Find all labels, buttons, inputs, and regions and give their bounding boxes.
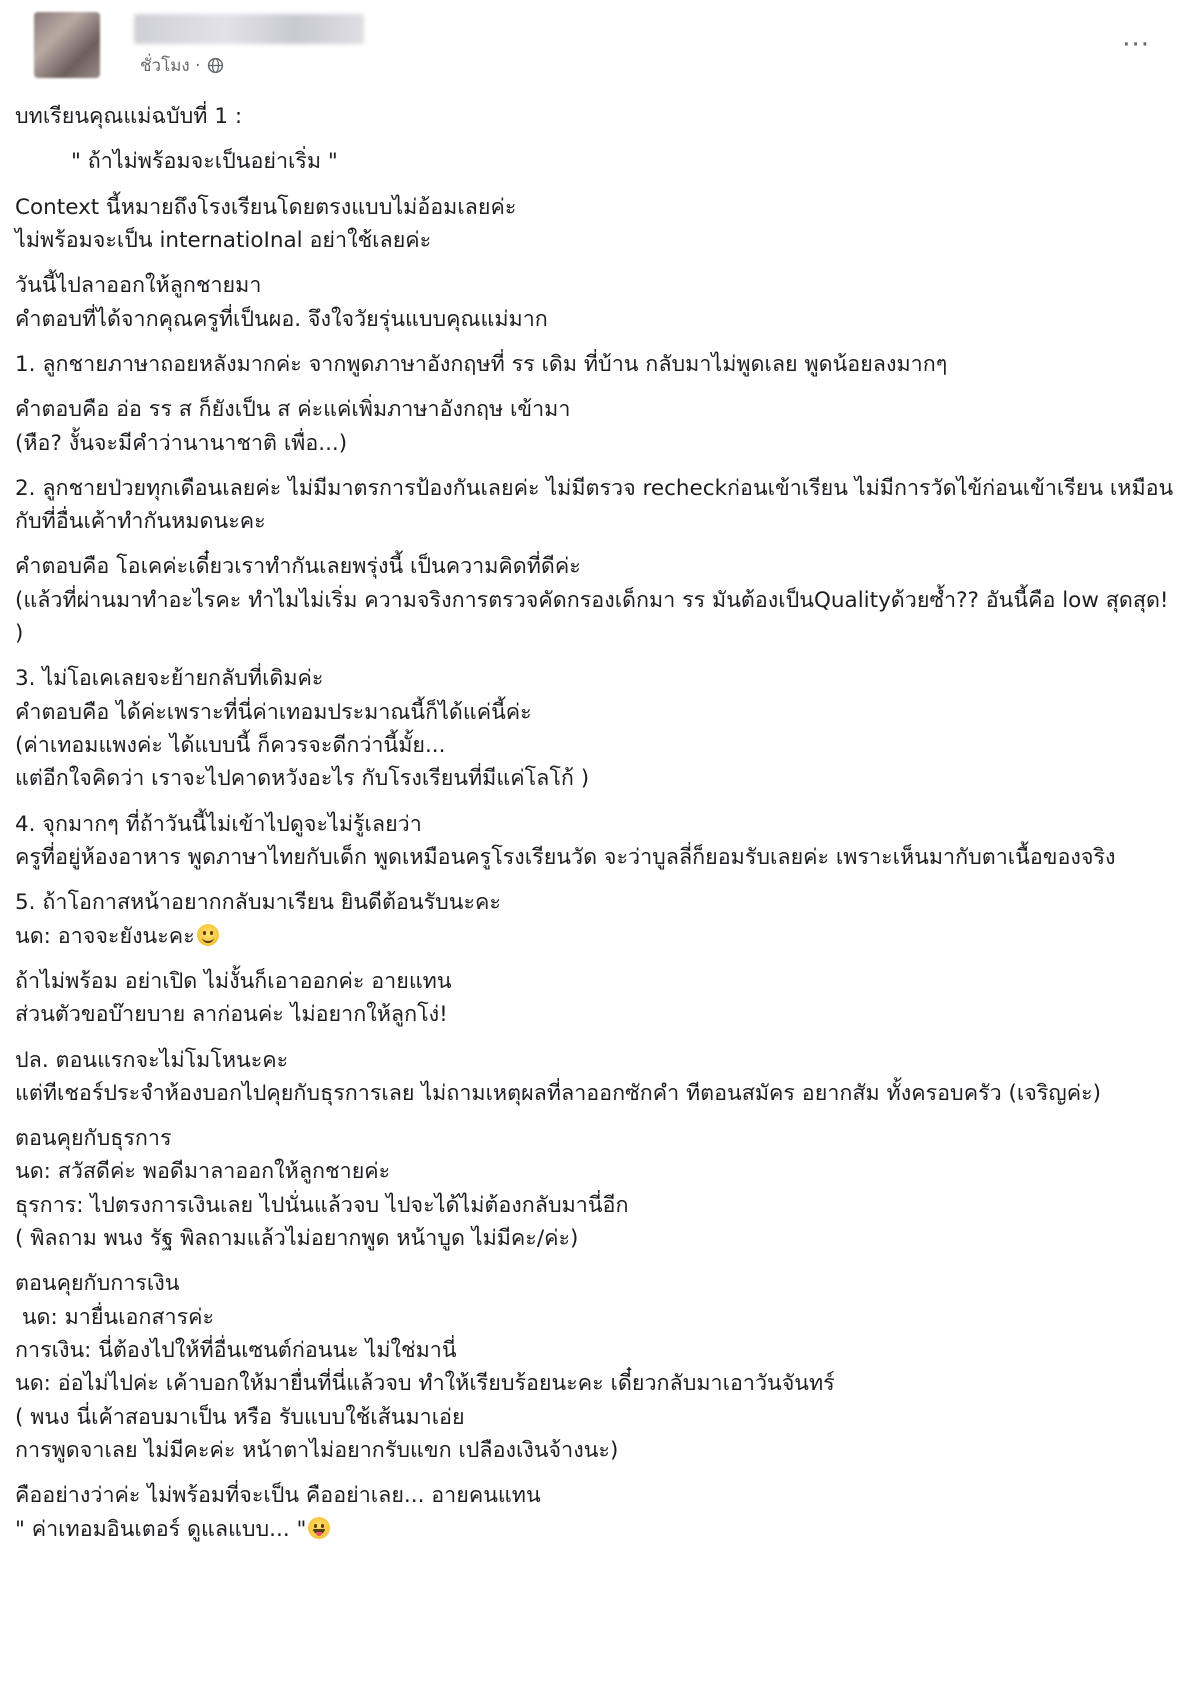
- post-paragraph: [15, 100, 1182, 133]
- post-text-line: บทเรียนคุณแม่ฉบับที่ 1 :: [15, 104, 243, 129]
- post-text-line: การพูดจาเลย ไม่มีคะค่ะ หน้าตาไม่อยากรับแขก เปลืองเงินจ้างนะ): [15, 1437, 619, 1463]
- post-text-line: ตอนคุยกับธุรการ: [15, 1126, 172, 1152]
- post-text-line: นด: อาจจะยังนะคะ: [15, 920, 1182, 953]
- post-text-line: แต่ทีเชอร์ประจำห้องบอกไปคุยกับธุรการเลย ไม่ถามเหตุผลที่ลาออกซักคำ ทีตอนสมัคร อยากสัม ทั้งครอบครัว (เจริญค่ะ): [15, 1080, 1102, 1106]
- post-text-line: 1. ลูกชายภาษาถอยหลังมากค่ะ จากพูดภาษาอังกฤษที่ รร เดิม ที่บ้าน กลับมาไม่พูดเลย พูดน้อยลงมากๆ: [15, 351, 948, 377]
- smile-emoji-icon: [197, 924, 219, 946]
- post-text-line: คืออย่างว่าค่ะ ไม่พร้อมที่จะเป็น คืออย่าเลย... อายคนแทน: [15, 1483, 541, 1509]
- post-time[interactable]: ชั่วโมง ·: [140, 56, 201, 76]
- post-text-line: " ถ้าไม่พร้อมจะเป็นอย่าเริ่ม ": [71, 149, 338, 175]
- post-paragraph: [15, 1267, 1182, 1467]
- post-paragraph: [15, 145, 1182, 178]
- globe-icon: [207, 57, 224, 74]
- post-paragraph: [15, 191, 1182, 258]
- post-text-line: ถ้าไม่พร้อม อย่าเปิด ไม่งั้นก็เอาออกค่ะ อายแทน: [15, 968, 452, 994]
- post-text-line: แต่อีกใจคิดว่า เราจะไปคาดหวังอะไร กับโรงเรียนที่มีแค่โลโก้ ): [15, 766, 590, 792]
- post-meta: [140, 52, 224, 79]
- post-text-line: (แล้วที่ผ่านมาทำอะไรคะ ทำไมไม่เริ่ม ความจริงการตรวจคัดกรองเด็กมา รร มันต้องเป็นQualityด้วยซ้ำ?? อันนี้คือ low สุดสุด! ): [15, 587, 1176, 647]
- post-paragraph: [15, 965, 1182, 1032]
- post-text-line: 2. ลูกชายป่วยทุกเดือนเลยค่ะ ไม่มีมาตรการป้องกันเลยค่ะ ไม่มีตรวจ recheckก่อนเข้าเรียน ไม่มีการวัดไข้ก่อนเข้าเรียน เหมือนกับที่อื่นเค้าทำกันหมดนะคะ: [15, 475, 1174, 535]
- avatar[interactable]: [34, 12, 100, 78]
- post-text-line: คำตอบคือ โอเคค่ะเดี๋ยวเราทำกันเลยพรุ่งนี้ เป็นความคิดที่ดีค่ะ: [15, 554, 581, 580]
- post-header: [22, 0, 1178, 92]
- post-text-line: นด: อ่อไม่ไปค่ะ เค้าบอกให้มายื่นที่นี่แล้วจบ ทำให้เรียบร้อยนะคะ เดี๋ยวกลับมาเอาวันจันทร์: [15, 1371, 835, 1397]
- post-text-line: 5. ถ้าโอกาสหน้าอยากกลับมาเรียน ยินดีต้อนรับนะคะ: [15, 890, 501, 916]
- post-text-line: ไม่พร้อมจะเป็น internatioInal อย่าใช้เลยค่ะ: [15, 227, 432, 253]
- post-text-line: นด: สวัสดีค่ะ พอดีมาลาออกให้ลูกชายค่ะ: [15, 1159, 391, 1185]
- post-text-line: Context นี้หมายถึงโรงเรียนโดยตรงแบบไม่อ้อมเลยค่ะ: [15, 194, 517, 220]
- post-text-line: คำตอบคือ ได้ค่ะเพราะที่นี่ค่าเทอมประมาณนี้ก็ได้แค่นี้ค่ะ: [15, 699, 532, 725]
- post-paragraph: [15, 348, 1182, 381]
- tongue-emoji-icon: [308, 1517, 330, 1539]
- post-text-line: การเงิน: นี่ต้องไปให้ที่อื่นเซนต์ก่อนนะ ไม่ใช่มานี่: [15, 1338, 457, 1363]
- post-paragraph: [15, 886, 1182, 953]
- post-paragraph: [15, 393, 1182, 460]
- post-text-line: คำตอบคือ อ่อ รร ส ก็ยังเป็น ส ค่ะแค่เพิ่มภาษาอังกฤษ เข้ามา: [15, 397, 571, 423]
- post-paragraph: [15, 808, 1182, 875]
- post-text-line: 4. จุกมากๆ ที่ถ้าวันนี้ไม่เข้าไปดูจะไม่รู้เลยว่า: [15, 811, 422, 837]
- post-text-line: ส่วนตัวขอบ๊ายบาย ลาก่อนค่ะ ไม่อยากให้ลูกโง่!: [15, 1002, 448, 1028]
- post-paragraph: [15, 1479, 1182, 1546]
- post-paragraph: [15, 550, 1182, 650]
- post-text-line: ครูที่อยู่ห้องอาหาร พูดภาษาไทยกับเด็ก พูดเหมือนครูโรงเรียนวัด จะว่าบูลลี่ก็ยอมรับเลยค่ะ เพราะเห็นมากับตาเนื้อของจริง: [15, 844, 1116, 870]
- more-options-icon[interactable]: ···: [1122, 30, 1150, 60]
- post-text-line: " ค่าเทอมอินเตอร์ ดูแลแบบ... ": [15, 1513, 1182, 1546]
- post-paragraph: [15, 1122, 1182, 1255]
- author-name-blurred[interactable]: [134, 14, 364, 44]
- post-text-line: ธุรการ: ไปตรงการเงินเลย ไปนั่นแล้วจบ ไปจะได้ไม่ต้องกลับมานี่อีก: [15, 1192, 629, 1218]
- post-body: [15, 100, 1182, 1558]
- post-text-line: ปล. ตอนแรกจะไม่โมโหนะคะ: [15, 1047, 289, 1073]
- post-text-line: ตอนคุยกับการเงิน: [15, 1271, 180, 1297]
- post-text-line: ( พนง นี่เค้าสอบมาเป็น หรือ รับแบบใช้เส้นมาเอ่ย: [15, 1404, 465, 1430]
- post-text-line: ( พิลถาม พนง รัฐ พิลถามแล้วไม่อยากพูด หน้าบูด ไม่มีคะ/ค่ะ): [15, 1226, 579, 1252]
- post-text-line: นด: มายื่นเอกสารค่ะ: [15, 1304, 215, 1330]
- post-paragraph: [15, 472, 1182, 539]
- post-paragraph: [15, 1044, 1182, 1111]
- post-paragraph: [15, 269, 1182, 336]
- post-text-line: วันนี้ไปลาออกให้ลูกชายมา: [15, 273, 262, 299]
- post-text-line: (ค่าเทอมแพงค่ะ ได้แบบนี้ ก็ควรจะดีกว่านี้มั้ย...: [15, 733, 446, 758]
- post-paragraph: [15, 662, 1182, 795]
- post-text-line: คำตอบที่ได้จากคุณครูที่เป็นผอ. จึงใจวัยรุ่นแบบคุณแม่มาก: [15, 306, 548, 332]
- post-text-line: (หือ? งั้นจะมีคำว่านานาชาติ เพื่อ...): [15, 430, 348, 456]
- post-text-line: 3. ไม่โอเคเลยจะย้ายกลับที่เดิมค่ะ: [15, 666, 324, 692]
